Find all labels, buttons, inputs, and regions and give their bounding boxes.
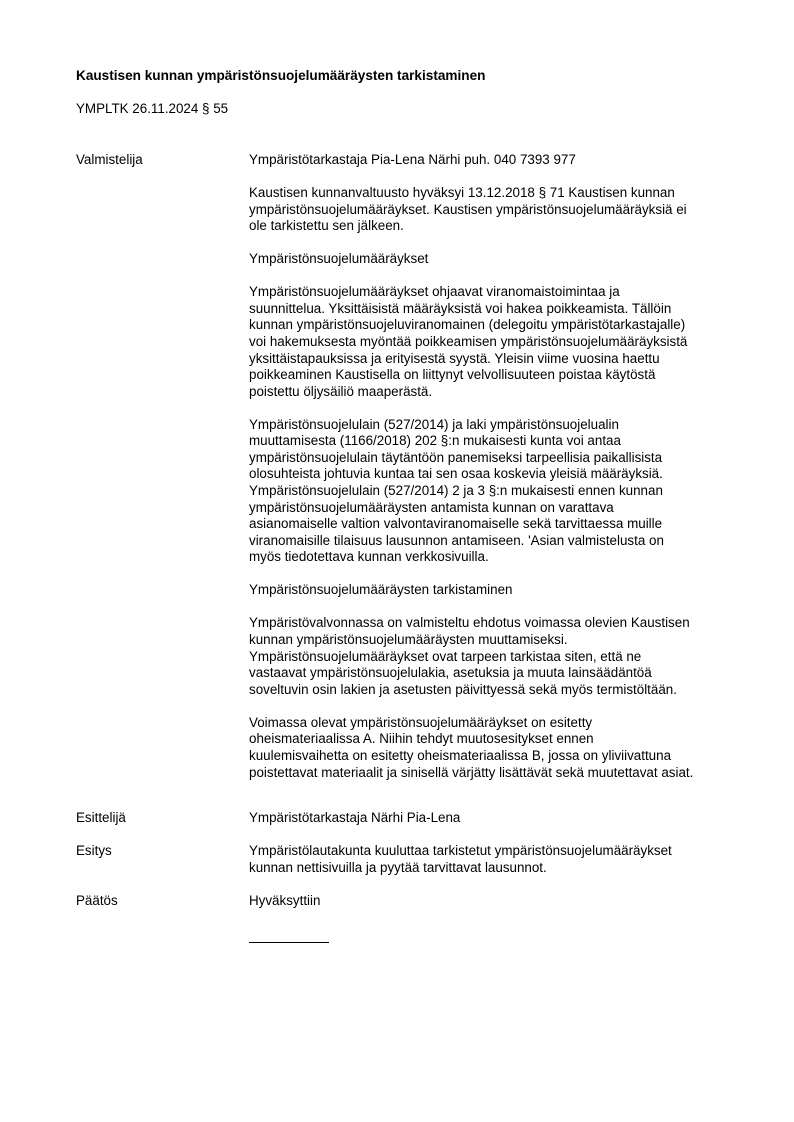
esittelija-content bbox=[249, 810, 749, 827]
text-line: viranomaisille tilaisuus lausunnon antamiseen. 'Asian valmistelusta on bbox=[249, 532, 664, 548]
text-line: ympäristönsuojelumääräykset. Kaustisen ympäristönsuojelumääräyksiä ei bbox=[249, 201, 687, 217]
presenter-line: Ympäristötarkastaja Närhi Pia-Lena bbox=[249, 810, 461, 825]
document-title: Kaustisen kunnan ympäristönsuojelumääräysten tarkistaminen bbox=[76, 68, 486, 83]
text-line: suunnittelua. Yksittäisistä määräyksistä voi hakea poikkeamista. Tällöin bbox=[249, 300, 672, 316]
esittelija-label: Esittelijä bbox=[76, 810, 126, 825]
text-line: oheismateriaalissa A. Niihin tehdyt muutosesitykset ennen bbox=[249, 731, 594, 747]
text-line: kuulemisvaihetta on esitetty oheismateriaalissa B, jossa on yliviivattuna bbox=[249, 747, 672, 763]
text-line: ole tarkistettu sen jälkeen. bbox=[249, 218, 404, 234]
text-line: Ympäristönsuojelumääräykset bbox=[249, 251, 429, 267]
text-line: poistettavat materiaalit ja sinisellä värjätty lisättävät sekä muutettavat asiat. bbox=[249, 764, 694, 780]
text-line: asianomaiselle valtion valvontaviranomaiselle sekä tarvittaessa muille bbox=[249, 516, 663, 532]
paragraph-ohjaavat bbox=[249, 284, 749, 400]
valmistelija-content bbox=[249, 152, 749, 781]
valmistelija-label: Valmistelija bbox=[76, 152, 143, 167]
text-line: ympäristönsuojelumääräysten antamista kunnan on varattava bbox=[249, 499, 614, 515]
signature-line bbox=[249, 942, 329, 943]
text-line: Ympäristönsuojelulain (527/2014) 2 ja 3 §:n mukaisesti ennen kunnan bbox=[249, 483, 663, 499]
text-line: muuttamisesta (1166/2018) 202 §:n mukaisesti kunta voi antaa bbox=[249, 433, 621, 449]
text-line: vastaavat ympäristönsuojelulakia, asetuksia ja muuta lainsäädäntöä bbox=[249, 665, 652, 681]
decision-text: Hyväksyttiin bbox=[249, 893, 321, 908]
paragraph-oheismateriaali bbox=[249, 715, 749, 781]
paragraph-ehdotus bbox=[249, 615, 749, 698]
valmistelija-paragraphs bbox=[249, 185, 749, 781]
meeting-reference: YMPLTK 26.11.2024 § 55 bbox=[76, 101, 229, 116]
text-line: myös tiedotettava kunnan verkkosivuilla. bbox=[249, 549, 489, 565]
text-line: Kaustisen kunnanvaltuusto hyväksyi 13.12.2018 § 71 Kaustisen kunnan bbox=[249, 184, 675, 200]
subheading-maaraykset bbox=[249, 251, 749, 268]
text-line: poikkeaminen Kaustisella on liittynyt velvollisuuteen poistaa käytöstä bbox=[249, 367, 656, 383]
text-line: Ympäristönsuojelumääräysten tarkistaminen bbox=[249, 582, 513, 598]
text-line: Ympäristölautakunta kuuluttaa tarkistetut ympäristönsuojelumääräykset bbox=[249, 843, 672, 858]
text-line: ympäristönsuojelulain täytäntöön panemiseksi tarpeellisia paikallisista bbox=[249, 449, 663, 465]
text-line: kunnan ympäristönsuojelumääräysten muuttamiseksi. bbox=[249, 632, 568, 647]
text-line: Voimassa olevat ympäristönsuojelumääräykset on esitetty bbox=[249, 714, 593, 730]
esitys-content bbox=[249, 843, 749, 876]
preparer-line: Ympäristötarkastaja Pia-Lena Närhi puh. 040 7393 977 bbox=[249, 152, 576, 167]
text-line: Ympäristövalvonnassa on valmisteltu ehdotus voimassa olevien Kaustisen bbox=[249, 615, 690, 631]
text-line: poistettu öljysäiliö maaperästä. bbox=[249, 383, 433, 399]
text-line: Ympäristönsuojelumääräykset ohjaavat viranomaistoimintaa ja bbox=[249, 284, 620, 300]
paatos-content bbox=[249, 893, 749, 910]
text-line: Ympäristönsuojelulain (527/2014) ja laki ympäristönsuojelualin bbox=[249, 416, 619, 432]
paragraph-intro bbox=[249, 185, 749, 235]
text-line: voi hakemuksesta myöntää poikkeamisen ympäristönsuojelumääräyksistä bbox=[249, 333, 688, 349]
paatos-label: Päätös bbox=[76, 893, 118, 908]
text-line: olosuhteista johtuvia kuntaa tai sen osaa koskevia yleisiä määräyksiä. bbox=[249, 466, 663, 482]
paragraph-laki bbox=[249, 417, 749, 566]
text-line: kunnan nettisivuilla ja pyytää tarvittavat lausunnot. bbox=[249, 859, 547, 875]
text-line: soveltuvin osin lakien ja asetusten päivittyessä sekä myös termistöltään. bbox=[249, 681, 677, 697]
text-line: yksittäistapauksissa ja erityisestä syystä. Yleisin viime vuosina haettu bbox=[249, 350, 660, 366]
text-line: Ympäristönsuojelumääräykset ovat tarpeen tarkistaa siten, että ne bbox=[249, 648, 642, 664]
proposal-text bbox=[249, 843, 749, 876]
subheading-tarkistaminen bbox=[249, 582, 749, 599]
text-line: kunnan ympäristönsuojeluviranomainen (delegoitu ympäristötarkastajalle) bbox=[249, 317, 686, 333]
esitys-label: Esitys bbox=[76, 843, 112, 858]
